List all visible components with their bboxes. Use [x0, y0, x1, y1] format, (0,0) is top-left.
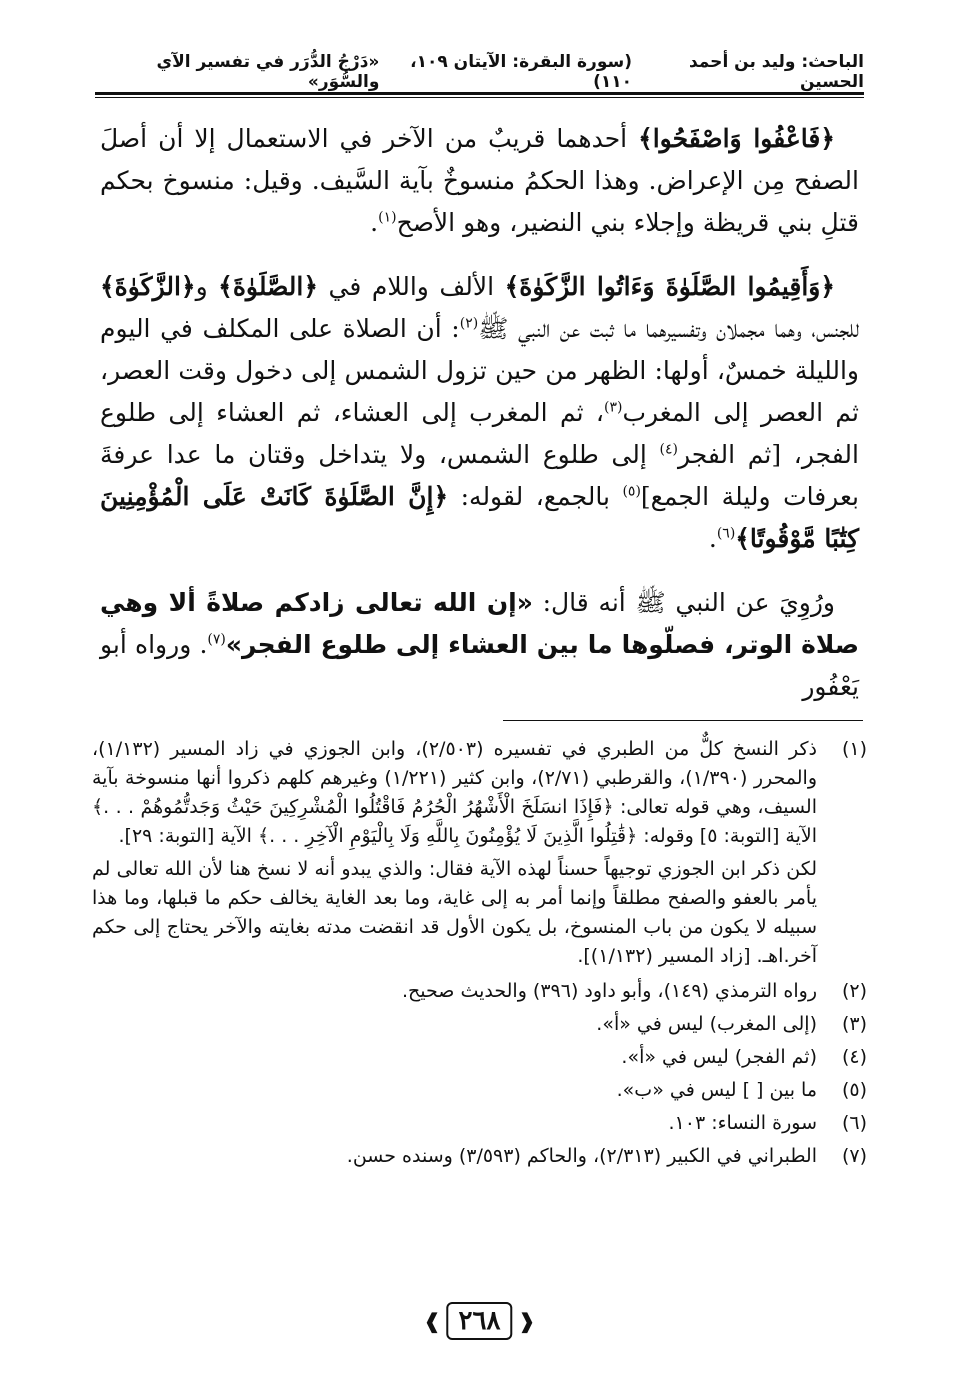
footnote-text: ذكر النسخ كلٌّ من الطبري في تفسيره (٢/٥٠٣)، وابن الجوزي في زاد المسير (١/١٣٢)، والمحرر (١/٣٩٠)، والقرطبي (٢/٧١)، وابن كثير (١/٢٢١) وغيرهم كلهم ذكروا أنها منسوخة بآية السيف، وهي قوله تعالى: ﴿فَإِذَا انسَلَخَ الْأَشْهُرُ الْحُرُمُ فَاقْتُلُوا الْمُشْرِكِينَ حَيْثُ وَجَدتُّمُوهُمْ . . .﴾ الآية [التوبة: ٥] وقوله: ﴿قَٰتِلُوا الَّذِينَ لَا يُؤْمِنُونَ بِاللَّهِ وَلَا بِالْيَوْمِ الْآخِرِ . . .﴾ الآية [التوبة: ٢٩]. — [92, 738, 818, 847]
footnote-ref[interactable]: (٤) — [659, 441, 678, 458]
paragraph-3: ورُوِيَ عن النبي ﷺ أنه قال: «إن الله تعالى زادكم صلاةً ألا وهي صلاة الوتر، فصلّوها ما بين العشاء إلى طلوع الفجر»$^{(٧)}$. ورواه أبو يَعْفُور — [100, 588, 860, 701]
footnote-text: ما بين [ ] ليس في «ب». — [616, 1079, 817, 1101]
hadith-quote: «إن الله تعالى زادكم صلاةً ألا وهي صلاة الوتر، فصلّوها ما بين العشاء إلى طلوع الفجر» — [100, 588, 860, 659]
ornament-icon: ❱ — [423, 1309, 441, 1333]
paragraph-1: ﴿فَاعْفُوا وَاصْفَحُوا﴾ أحدهما قريبٌ من الآخر في الاستعمال إلا أن أصلَ الصفح مِن الإعراض. وهذا الحكمُ منسوخٌ بآية السَّيف. وقيل: منسوخ بحكم قتلِ بني قريظة وإجلاء بني النضير، وهو الأصح$^{(١)}$. — [100, 124, 859, 237]
page-number: ٢٦٨ — [447, 1302, 513, 1340]
footnote-ref[interactable]: (١) — [378, 209, 397, 226]
paragraph-text: أحدهما قريبٌ من الآخر في الاستعمال إلا أن أصلَ الصفح مِن الإعراض. وهذا الحكمُ منسوخٌ بآية السَّيف. وقيل: منسوخ بحكم قتلِ بني قريظة وإجلاء بني النضير، وهو الأصح — [100, 124, 859, 237]
header-book-title: «دَرْجُ الدُّرَر في تفسير الآي والسُّوَر» — [156, 52, 380, 92]
header-rule-thick — [95, 92, 864, 95]
footnote-text: رواه الترمذي (١٤٩)، وأبو داود (٣٩٦) والحديث صحيح. — [401, 980, 817, 1002]
footnote-number: (٣) — [841, 1013, 867, 1035]
footnote — [92, 1109, 867, 1138]
footnote — [92, 1010, 867, 1039]
footnote-ref[interactable]: (٥) — [622, 483, 641, 500]
header-author: الباحث: وليد بن أحمد الحسين — [688, 52, 864, 92]
footnote — [92, 977, 867, 1006]
paragraph-2: ﴿وَأَقِيمُوا الصَّلَوٰةَ وَءَاتُوا الزَّكَوٰةَ﴾ الألف واللام في ﴿الصَّلَوٰةَ﴾ و﴿الزَّكَوٰةَ﴾ للجنس، وهما مجملان وتفسيرهما ما ثبت عن النبي ﷺ$^{(٢)}$: أن الصلاة على المكلف في اليوم والليلة خمسٌ، أولها: الظهر من حين تزول الشمس إلى دخول وقت العصر، ثم العصر إلى المغرب$^{(٣)}$، ثم المغرب إلى العشاء، ثم العشاء إلى طلوع الفجر، [ثم الفجر$^{(٤)}$ إلى طلوع الشمس، ولا يتداخل وقتان ما عدا عرفةَ بعرفات وليلة الجمع]$^{(٥)}$ بالجمع، لقوله: ﴿إِنَّ الصَّلَوٰةَ كَانَتْ عَلَى الْمُؤْمِنِينَ كِتَٰبًا مَّوْقُوتًا﴾$^{(٦)}$. — [100, 272, 859, 553]
ornament-icon: ❰ — [518, 1309, 536, 1333]
footnotes — [92, 735, 867, 1175]
footnote-text: الطبراني في الكبير (٢/٣١٣)، والحاكم (٣/٥٩٣) وسنده حسن. — [346, 1145, 817, 1167]
footnote-number: (٤) — [841, 1046, 867, 1068]
header-section: (سورة البقرة: الآيتان ١٠٩، ١١٠) — [410, 52, 632, 92]
quran-quote: ﴿وَأَقِيمُوا الصَّلَوٰةَ وَءَاتُوا الزَّكَوٰةَ﴾ — [504, 272, 835, 301]
footnote-number: (٢) — [841, 980, 867, 1002]
footnote-number: (٥) — [841, 1079, 867, 1101]
quran-quote: ﴿إِنَّ الصَّلَوٰةَ كَانَتْ عَلَى الْمُؤْمِنِينَ كِتَٰبًا مَّوْقُوتًا﴾ — [100, 482, 859, 553]
footnote — [92, 735, 867, 851]
page-number-ornament — [424, 1302, 535, 1340]
footnote-separator — [503, 720, 863, 721]
footnote-number: (٦) — [841, 1112, 867, 1134]
main-text — [100, 118, 859, 730]
quran-quote: ﴿فَاعْفُوا وَاصْفَحُوا﴾ — [638, 124, 835, 153]
quran-quote: ﴿الصَّلَوٰةَ﴾ — [218, 272, 319, 301]
footnote — [92, 1043, 867, 1072]
page-header — [95, 52, 864, 92]
footnote-text: سورة النساء: ١٠٣. — [668, 1112, 817, 1134]
footnote — [92, 1142, 867, 1171]
footnote-ref[interactable]: (٣) — [603, 399, 623, 416]
footnote-continuation: لكن ذكر ابن الجوزي توجيهاً حسناً لهذه الآية فقال: والذي يبدو أنه لا نسخ هنا لأن الله تعالى لم يأمر بالعفو والصفح مطلقاً وإنما أمر به إلى غاية، وما بعد الغاية يخالف حكم ما قبلها، وما هذا سبيله لا يكون من باب المنسوخ، بل يكون الأول قد انقضت مدته بغايته والآخر يحتاج إلى حكم آخر.اهـ. [زاد المسير (١/١٣٢)]. — [92, 858, 817, 967]
footnote-number: (٧) — [841, 1145, 867, 1167]
footnote-number: (١) — [841, 738, 867, 760]
footnote-ref[interactable]: (٢) — [459, 315, 479, 332]
footnote-text: (ثم الفجر) ليس في «أ». — [621, 1046, 817, 1068]
footnote-ref[interactable]: (٦) — [716, 525, 736, 542]
footnote — [92, 1076, 867, 1105]
footnote-text: (إلى المغرب) ليس في «أ». — [596, 1013, 817, 1035]
quran-quote: ﴿الزَّكَوٰةَ﴾ — [100, 272, 196, 301]
header-rule-thin — [95, 97, 864, 98]
footnote-ref[interactable]: (٧) — [207, 631, 226, 648]
